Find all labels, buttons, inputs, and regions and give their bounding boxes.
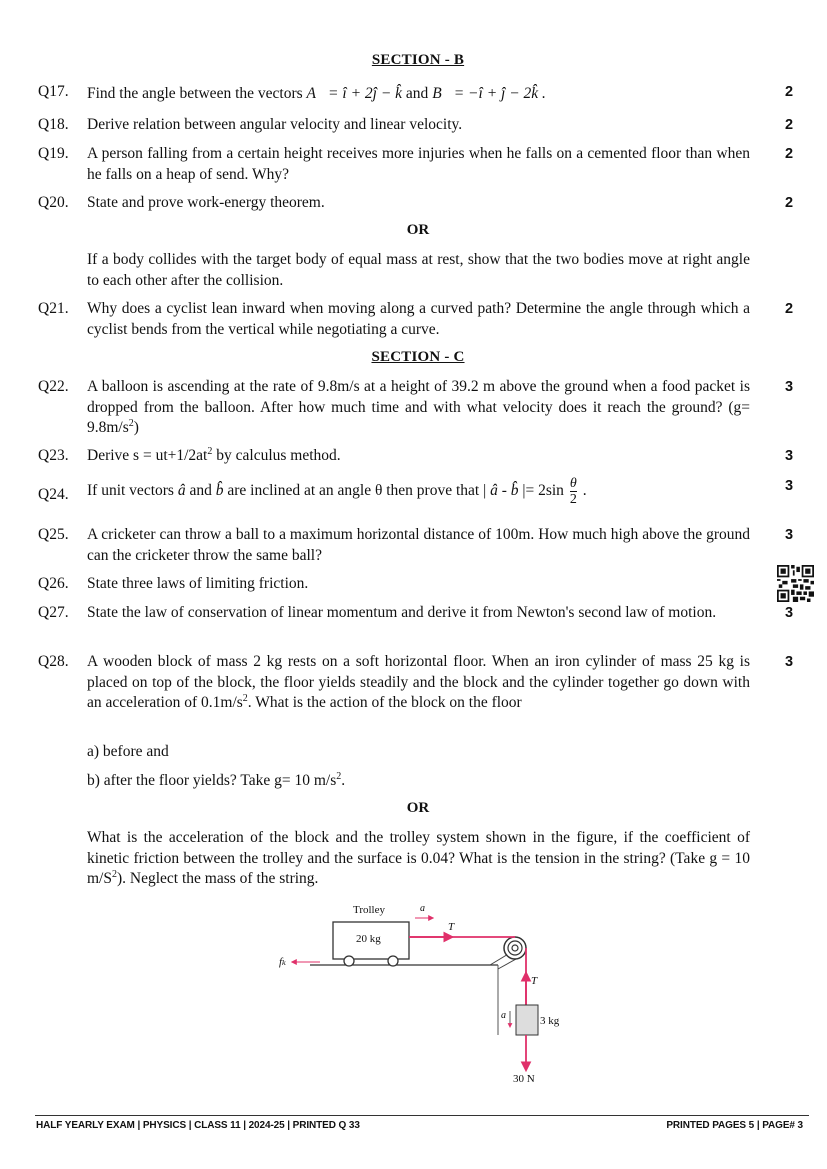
question-marks: 3: [784, 448, 794, 464]
qr-code-icon: [777, 565, 814, 602]
trolley-pulley-figure: [270, 895, 570, 1095]
question-text: Find the angle between the vectors A⃗= î + 2ĵ − k̂ and B⃗= −î + ĵ − 2k̂ .: [87, 85, 546, 102]
question-text: Why does a cyclist lean inward when moving along a curved path? Determine the angle through which a cyclist bends from the vertical while negotiating a curve.: [87, 300, 750, 338]
friction-label: fₖ: [279, 956, 287, 968]
question-text: A cricketer can throw a ball to a maximum horizontal distance of 100m. How much high above the ground can the cricketer throw the same ball?: [87, 526, 750, 564]
block-mass-label: 3 kg: [540, 1015, 560, 1027]
question-number: Q24.: [38, 486, 69, 503]
unit-vector-b: b̂: [215, 482, 224, 500]
footer-divider: [35, 1115, 809, 1116]
tension-label-horizontal: T: [448, 921, 455, 933]
weight-label: 30 N: [513, 1073, 535, 1085]
question-number: Q19.: [38, 145, 69, 162]
question-text: A wooden block of mass 2 kg rests on a soft horizontal floor. When an iron cylinder of mass 25 kg is placed on top of the block, the floor yields steadily and the block and the cylinder together go down with an acceleration of $0.1m/s^2$. What is the action of the block on the floor: [87, 653, 750, 711]
question-marks: 2: [784, 117, 794, 133]
section-b-title: SECTION - B: [371, 52, 465, 68]
or-divider: OR: [406, 222, 430, 238]
or-divider: OR: [406, 800, 430, 816]
question-marks: 2: [784, 84, 794, 100]
unit-vector-a: â: [177, 482, 186, 500]
trolley-pulley-diagram: [270, 895, 570, 1095]
question-number: Q20.: [38, 194, 69, 211]
question-number: Q28.: [38, 653, 69, 670]
question-number: Q18.: [38, 116, 69, 133]
tension-label-vertical: T: [531, 975, 538, 987]
question-marks: 3: [784, 478, 794, 494]
question-marks: 2: [784, 301, 794, 317]
question-20-alternative: If a body collides with the target body of equal mass at rest, show that the two bodies move at right angle to each other after the collision.: [87, 251, 750, 289]
question-number: Q27.: [38, 604, 69, 621]
question-marks: 3: [784, 605, 794, 621]
question-28-part-a: a) before and: [87, 743, 169, 760]
question-text: If unit vectors â and b̂ are inclined at an angle θ then prove that | â - b̂ |= 2sin $\frac{\theta}{2}$ .: [87, 476, 587, 507]
question-number: Q17.: [38, 83, 69, 100]
vector-b: B⃗: [432, 85, 454, 102]
fraction-theta-over-2: $\frac{\theta}{2}$: [569, 476, 577, 507]
question-marks: 2: [784, 146, 794, 162]
trolley-label: Trolley: [353, 904, 385, 916]
question-marks: 3: [784, 654, 794, 670]
question-text: State the law of conservation of linear momentum and derive it from Newton's second law of motion.: [87, 604, 717, 621]
question-text: State and prove work-energy theorem.: [87, 194, 325, 211]
question-marks: 3: [784, 527, 794, 543]
question-marks: 3: [784, 379, 794, 395]
vector-a: A⃗: [306, 85, 329, 102]
question-text: Derive relation between angular velocity and linear velocity.: [87, 116, 463, 133]
question-marks: 2: [784, 195, 794, 211]
question-text: Derive $s = ut+1/2at^2$ by calculus method.: [87, 445, 341, 464]
question-text: A person falling from a certain height receives more injuries when he falls on a cemented floor than when he falls on a heap of send. Why?: [87, 145, 750, 183]
footer-exam-info: HALF YEARLY EXAM | PHYSICS | CLASS 11 | 2024-25 | PRINTED Q 33: [36, 1120, 360, 1131]
question-number: Q23.: [38, 447, 69, 464]
question-28-part-b: b) after the floor yields? Take g= 10 $m/s^2$.: [87, 770, 346, 789]
footer-page-info: PRINTED PAGES 5 | PAGE# 3: [666, 1120, 803, 1131]
question-text: State three laws of limiting friction.: [87, 575, 309, 592]
question-number: Q26.: [38, 575, 69, 592]
question-number: Q22.: [38, 378, 69, 395]
question-number: Q21.: [38, 300, 69, 317]
section-c-title: SECTION - C: [371, 349, 465, 365]
question-number: Q25.: [38, 526, 69, 543]
acceleration-label: a: [420, 903, 425, 914]
question-28-alternative: What is the acceleration of the block and the trolley system shown in the figure, if the coefficient of kinetic friction between the trolley and the surface is 0.04? What is the tension in the string? (Take g = 10 $m/S^2$). Neglect the mass of the string.: [87, 829, 750, 887]
trolley-mass-label: 20 kg: [356, 933, 381, 945]
block-acceleration-label: a: [501, 1010, 506, 1021]
question-text: A balloon is ascending at the rate of 9.8m/s at a height of 39.2 m above the ground when a food packet is dropped from the balloon. After how much time and with what velocity does it reach the ground? $(g= 9.8m/s^2)$: [87, 378, 750, 436]
